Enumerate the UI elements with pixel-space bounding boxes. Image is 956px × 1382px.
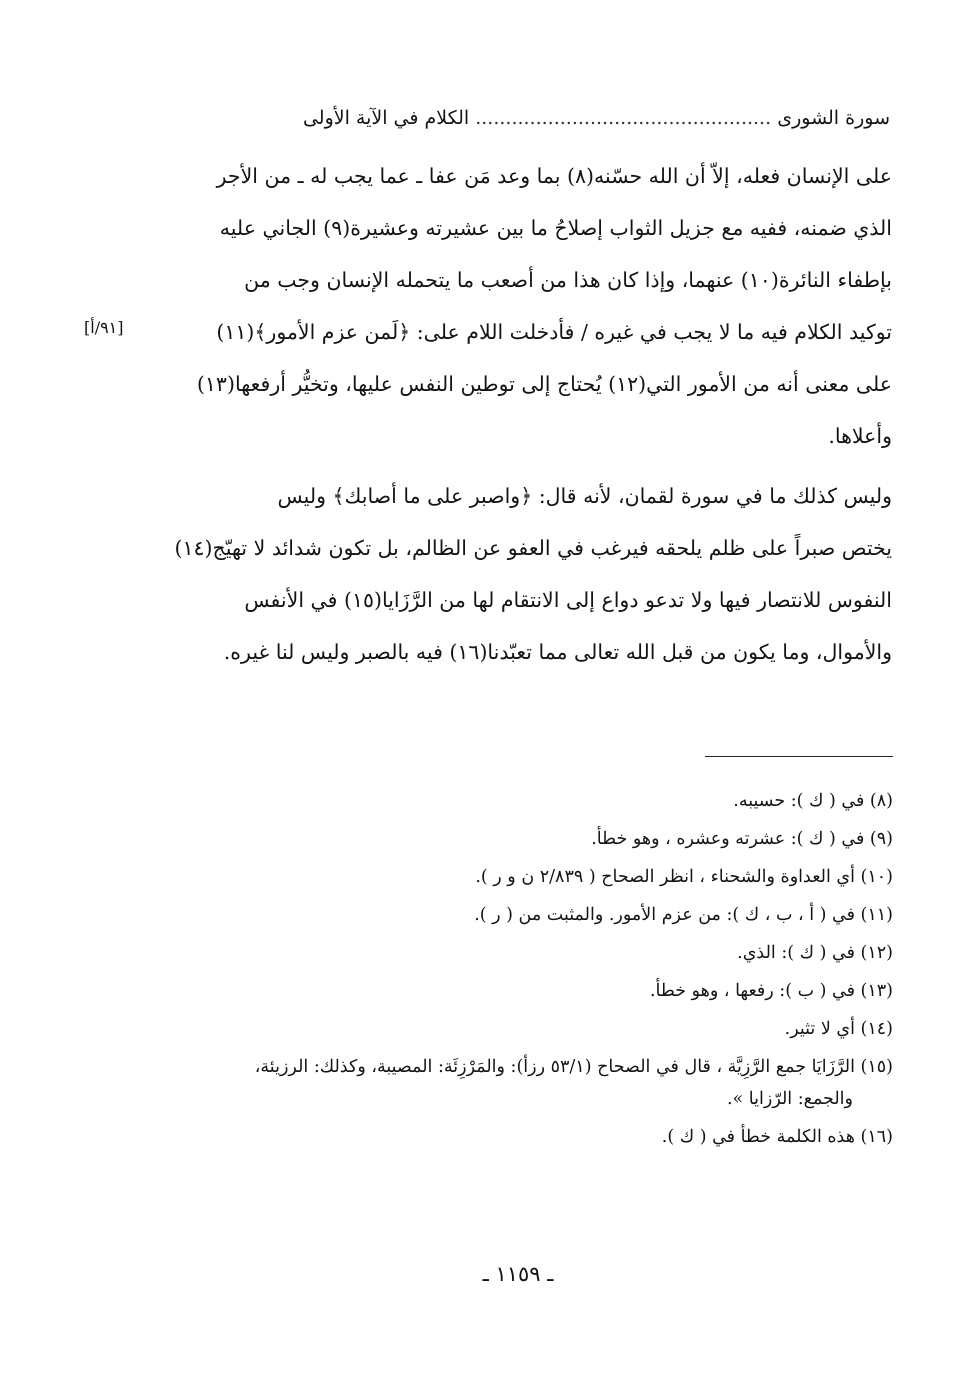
paragraph-1 <box>140 150 892 462</box>
footnotes <box>130 788 893 1162</box>
page-number: ـ ١١٥٩ ـ <box>482 1262 554 1286</box>
text-line: والأموال، وما يكون من قبل الله تعالى مما تعبّدنا(١٦) فيه بالصبر وليس لنا غيره. <box>223 640 892 664</box>
text-line: وأعلاها. <box>828 424 892 448</box>
paragraph-2 <box>140 470 892 678</box>
text-line: وليس كذلك ما في سورة لقمان، لأنه قال: ﴿واصبر على ما أصابك﴾ وليس <box>277 484 892 508</box>
footnote-10: (١٠) أي العداوة والشحناء ، انظر الصحاح ( ٢/٨٣٩ ن و ر ). <box>475 867 893 887</box>
header-chapter: سورة الشورى <box>777 107 890 129</box>
footnote-9: (٩) في ( ك ): عشرته وعشره ، وهو خطأ. <box>591 829 893 849</box>
header-section: الكلام في الآية الأولى <box>302 107 470 129</box>
manuscript-folio-marker: [٩١/أ] <box>84 318 124 337</box>
footnote-16: (١٦) هذه الكلمة خطأ في ( ك ). <box>661 1127 893 1147</box>
text-line: يختص صبراً على ظلم يلحقه فيرغب في العفو عن الظالم، بل تكون شدائد لا تهيّج(١٤) <box>174 536 892 560</box>
running-header <box>138 102 890 134</box>
text-line: النفوس للانتصار فيها ولا تدعو دواع إلى الانتقام لها من الرَّزَايا(١٥) في الأنفس <box>244 588 892 612</box>
header-leader-dots: ................................................. <box>475 107 772 129</box>
footnote-15: (١٥) الرَّزَايَا جمع الرَّزِيَّة ، قال في الصحاح (٥٣/١ رزأ): والمَرْزِئَة: المصيبة، وكذلك: الرزيئة، <box>254 1057 893 1077</box>
footnote-15-continuation: والجمع: الرّزايا ». <box>726 1089 853 1109</box>
text-line: على معنى أنه من الأمور التي(١٢) يُحتاج إلى توطين النفس عليها، وتخيُّر أرفعها(١٣) <box>196 372 892 396</box>
footnote-14: (١٤) أي لا تثير. <box>784 1019 893 1039</box>
footnote-12: (١٢) في ( ك ): الذي. <box>737 943 893 963</box>
text-line: توكيد الكلام فيه ما لا يجب في غيره / فأدخلت اللام على: ﴿لَمن عزم الأمور﴾(١١) <box>216 320 892 344</box>
footnote-8: (٨) في ( ك ): حسيبه. <box>733 791 893 811</box>
text-line: الذي ضمنه، ففيه مع جزيل الثواب إصلاحُ ما بين عشيرته وعشيرة(٩) الجاني عليه <box>219 216 892 240</box>
footnote-13: (١٣) في ( ب ): رفعها ، وهو خطأ. <box>649 981 893 1001</box>
footnote-11: (١١) في ( أ ، ب ، ك ): من عزم الأمور. والمثبت من ( ر ). <box>474 905 893 925</box>
footnote-separator <box>705 756 893 757</box>
text-line: بإطفاء النائرة(١٠) عنهما، وإذا كان هذا من أصعب ما يتحمله الإنسان وجب من <box>244 268 892 292</box>
text-line: على الإنسان فعله، إلاّ أن الله حسّنه(٨) بما وعد مَن عفا ـ عما يجب له ـ من الأجر <box>216 164 892 188</box>
